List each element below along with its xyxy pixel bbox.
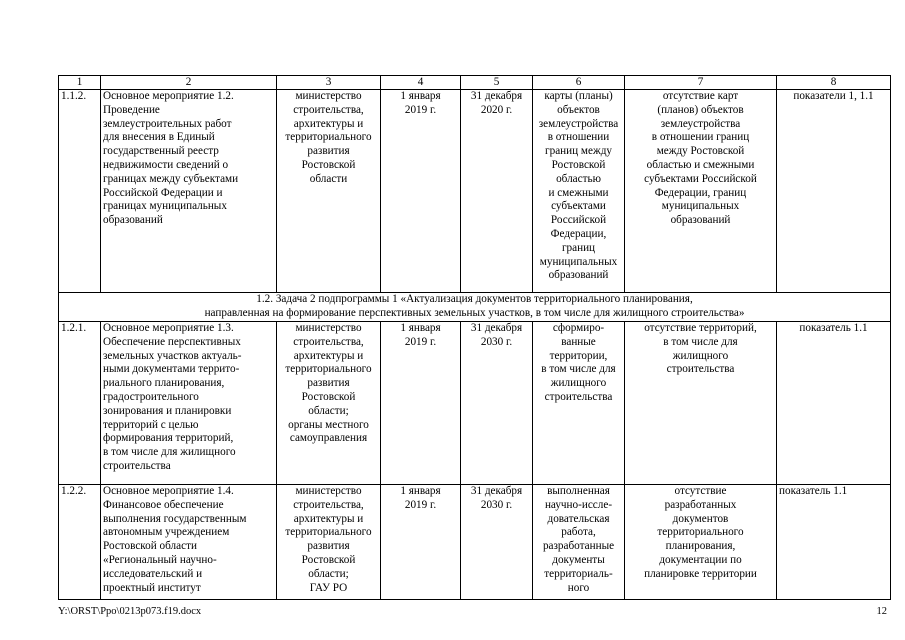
consequence: отсутствие территорий, в том числе для жилищного строительства xyxy=(625,322,777,485)
activity-name: Основное мероприятие 1.3. Обеспечение перспективных земельных участков актуаль- ными документами террито- риального планирования, градостроительного зонирования и планировки территорий с целью формирования территорий, в том числе для жилищного строительства xyxy=(101,322,277,485)
header-cell: 4 xyxy=(381,76,461,90)
header-cell: 7 xyxy=(625,76,777,90)
expected-result: выполненная научно-иссле- довательская работа, разработанные документы территориаль- ного xyxy=(533,485,625,600)
table-row xyxy=(59,322,891,485)
header-row xyxy=(59,76,891,90)
executor: министерство строительства, архитектуры и территориального развития Ростовской области; ГАУ РО xyxy=(277,485,381,600)
page-number: 12 xyxy=(876,606,887,617)
header-cell: 5 xyxy=(461,76,533,90)
indicator: показатель 1.1 xyxy=(777,485,891,600)
header-cell: 3 xyxy=(277,76,381,90)
end-date: 31 декабря 2020 г. xyxy=(461,90,533,293)
task-title: 1.2. Задача 2 подпрограммы 1 «Актуализация документов территориального планирования, направленная на формирование перспективных земельных участков, в том числе для жилищного строительства» xyxy=(59,293,891,322)
header-cell: 6 xyxy=(533,76,625,90)
indicator: показатели 1, 1.1 xyxy=(777,90,891,293)
row-number: 1.1.2. xyxy=(59,90,101,293)
activity-name: Основное мероприятие 1.4. Финансовое обеспечение выполнения государственным автономным учреждением Ростовской области «Региональный научно- исследовательский и проектный институт xyxy=(101,485,277,600)
plan-table xyxy=(58,75,891,600)
executor: министерство строительства, архитектуры и территориального развития Ростовской области xyxy=(277,90,381,293)
end-date: 31 декабря 2030 г. xyxy=(461,322,533,485)
row-number: 1.2.1. xyxy=(59,322,101,485)
task-row xyxy=(59,293,891,322)
row-number: 1.2.2. xyxy=(59,485,101,600)
table-row xyxy=(59,485,891,600)
consequence: отсутствие разработанных документов территориального планирования, документации по планировке территории xyxy=(625,485,777,600)
file-path: Y:\ORST\Ppo\0213p073.f19.docx xyxy=(58,606,202,617)
header-cell: 1 xyxy=(59,76,101,90)
activity-name: Основное мероприятие 1.2. Проведение землеустроительных работ для внесения в Единый государственный реестр недвижимости сведений о границах между субъектами Российской Федерации и границах муниципальных образований xyxy=(101,90,277,293)
expected-result: карты (планы) объектов землеустройства в отношении границ между Ростовской областью и смежными субъектами Российской Федерации, границ муниципальных образований xyxy=(533,90,625,293)
header-cell: 8 xyxy=(777,76,891,90)
header-cell: 2 xyxy=(101,76,277,90)
start-date: 1 января 2019 г. xyxy=(381,90,461,293)
consequence: отсутствие карт (планов) объектов землеустройства в отношении границ между Ростовской областью и смежными субъектами Российской Федерации, границ муниципальных образований xyxy=(625,90,777,293)
table-row xyxy=(59,90,891,293)
start-date: 1 января 2019 г. xyxy=(381,485,461,600)
start-date: 1 января 2019 г. xyxy=(381,322,461,485)
expected-result: сформиро- ванные территории, в том числе для жилищного строительства xyxy=(533,322,625,485)
end-date: 31 декабря 2030 г. xyxy=(461,485,533,600)
indicator: показатель 1.1 xyxy=(777,322,891,485)
executor: министерство строительства, архитектуры и территориального развития Ростовской области; органы местного самоуправления xyxy=(277,322,381,485)
